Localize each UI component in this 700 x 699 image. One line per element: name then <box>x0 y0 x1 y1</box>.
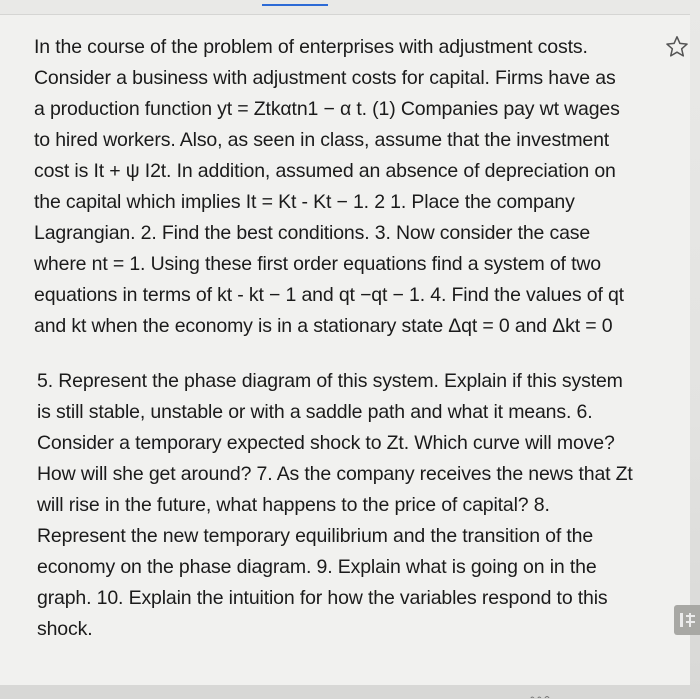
question-text <box>34 32 654 645</box>
question-paragraph-1: In the course of the problem of enterprises with adjustment costs. Consider a business with adjustment costs for capital. Firms have as a production function yt = Ztkαtn1 − α t. (1) Companies pay wt wages to hired workers. Also, as seen in class, assume that the investment cost is It + ψ I2t. In addition, assumed an absence of depreciation on the capital which implies It = Kt - Kt − 1. 2 1. Place the company Lagrangian. 2. Find the best conditions. 3. Now consider the case where nt = 1. Using these first order equations find a system of two equations in terms of kt - kt − 1 and qt −qt − 1. 4. Find the values of qt and kt when the economy is in a stationary state Δqt = 0 and Δkt = 0 <box>34 36 624 337</box>
side-panel-button[interactable] <box>674 605 700 635</box>
question-paragraph-2: 5. Represent the phase diagram of this system. Explain if this system is still stable, unstable or with a saddle path and what it means. 6. Consider a temporary expected shock to Zt. Which curve will move? How will she get around? 7. As the company receives the news that Zt will rise in the future, what happens to the price of capital? 8. Represent the new temporary equilibrium and the transition of the economy on the phase diagram. 9. Explain what is going on in the graph. 10. Explain the intuition for how the variables respond to this shock. <box>37 370 633 640</box>
cropped-text-fragment <box>528 688 556 698</box>
side-panel-icon <box>679 612 697 628</box>
star-icon[interactable] <box>664 34 690 60</box>
active-tab-indicator <box>262 4 328 6</box>
